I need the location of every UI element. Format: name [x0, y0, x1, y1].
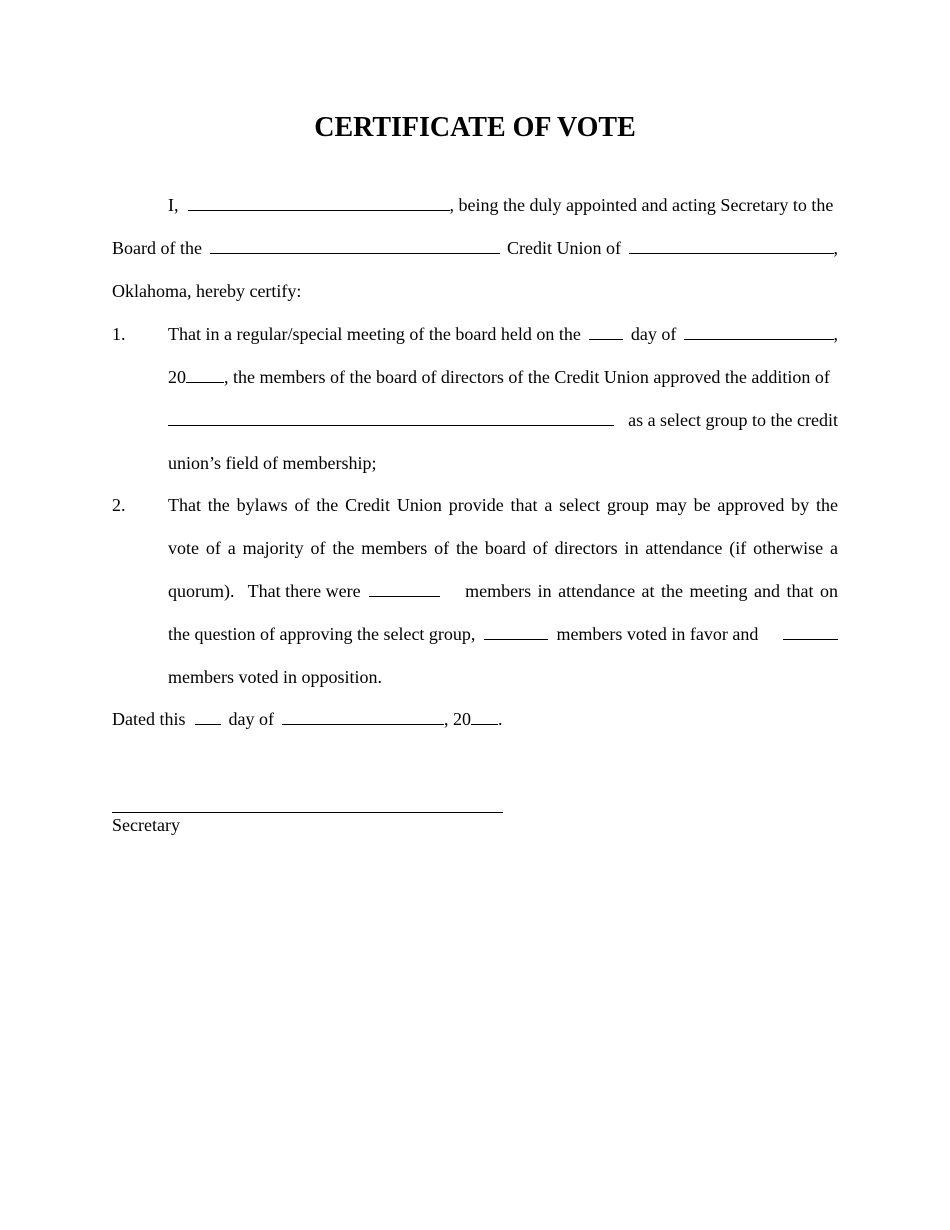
dated-period: . [497, 709, 503, 729]
intro-line-1 [112, 192, 838, 218]
intro-line-2 [112, 235, 838, 261]
item2-attendance: members in attendance at the meeting and that on [465, 581, 838, 601]
item1-year-prefix: 20 [168, 367, 186, 387]
item1-day-of: day of [630, 324, 677, 344]
item2-opposition: members voted in opposition. [168, 667, 382, 687]
item2-line2: vote of a majority of the members of the board of directors in attendance (if otherwise a [168, 538, 838, 558]
item2-favor: members voted in favor and [556, 624, 759, 644]
dated-month-blank[interactable] [282, 706, 444, 725]
dated-day-blank[interactable] [195, 706, 221, 725]
item1-text-b: , the members of the board of directors of the Credit Union approved the addition of [224, 367, 830, 387]
select-group-blank[interactable] [168, 407, 614, 426]
item2-line-4 [112, 621, 838, 647]
credit-union-name-blank[interactable] [210, 235, 500, 254]
intro-board-of-the: Board of the [112, 238, 202, 258]
item1-number: 1. [112, 324, 126, 344]
item1-text-d: union’s field of membership; [168, 453, 377, 473]
item2-number: 2. [112, 495, 126, 515]
intro-i: I, [168, 195, 179, 215]
item1-line-3 [112, 407, 838, 433]
item1-text-c: as a select group to the credit [628, 410, 838, 430]
item2-quorum: quorum). That there were [168, 581, 361, 601]
attendance-count-blank[interactable] [369, 578, 440, 597]
item1-line-1 [112, 321, 838, 347]
intro-comma: , [833, 238, 838, 258]
secretary-name-blank[interactable] [188, 192, 450, 211]
votes-favor-blank[interactable] [484, 621, 548, 640]
document-title: CERTIFICATE OF VOTE [314, 112, 636, 143]
intro-credit-union-of: Credit Union of [506, 238, 621, 258]
signature-label: Secretary [112, 815, 180, 835]
dated-day-of: day of [228, 709, 274, 729]
item2-line-1 [112, 492, 838, 518]
city-blank[interactable] [629, 235, 834, 254]
intro-certify: Oklahoma, hereby certify: [112, 281, 302, 301]
item1-line-4 [112, 450, 838, 476]
item2-line-5 [112, 664, 838, 690]
meeting-day-blank[interactable] [589, 321, 623, 340]
item2-line1: That the bylaws of the Credit Union provide that a select group may be approved by the [168, 495, 838, 515]
dated-line [112, 706, 838, 732]
item1-line-2 [112, 364, 838, 390]
item2-question: the question of approving the select group, [168, 624, 476, 644]
item1-text-a: That in a regular/special meeting of the board held on the [168, 324, 581, 344]
dated-this: Dated this [112, 709, 186, 729]
intro-after-name: , being the duly appointed and acting Secretary to the [449, 195, 834, 215]
intro-line-3 [112, 278, 838, 304]
item1-comma: , [833, 324, 838, 344]
item2-line-3 [112, 578, 838, 604]
dated-year-prefix: , 20 [443, 709, 471, 729]
dated-year-blank[interactable] [471, 706, 498, 725]
votes-opposition-blank[interactable] [783, 621, 838, 640]
meeting-month-blank[interactable] [684, 321, 833, 340]
item2-line-2 [112, 535, 838, 561]
meeting-year-blank[interactable] [186, 364, 224, 383]
